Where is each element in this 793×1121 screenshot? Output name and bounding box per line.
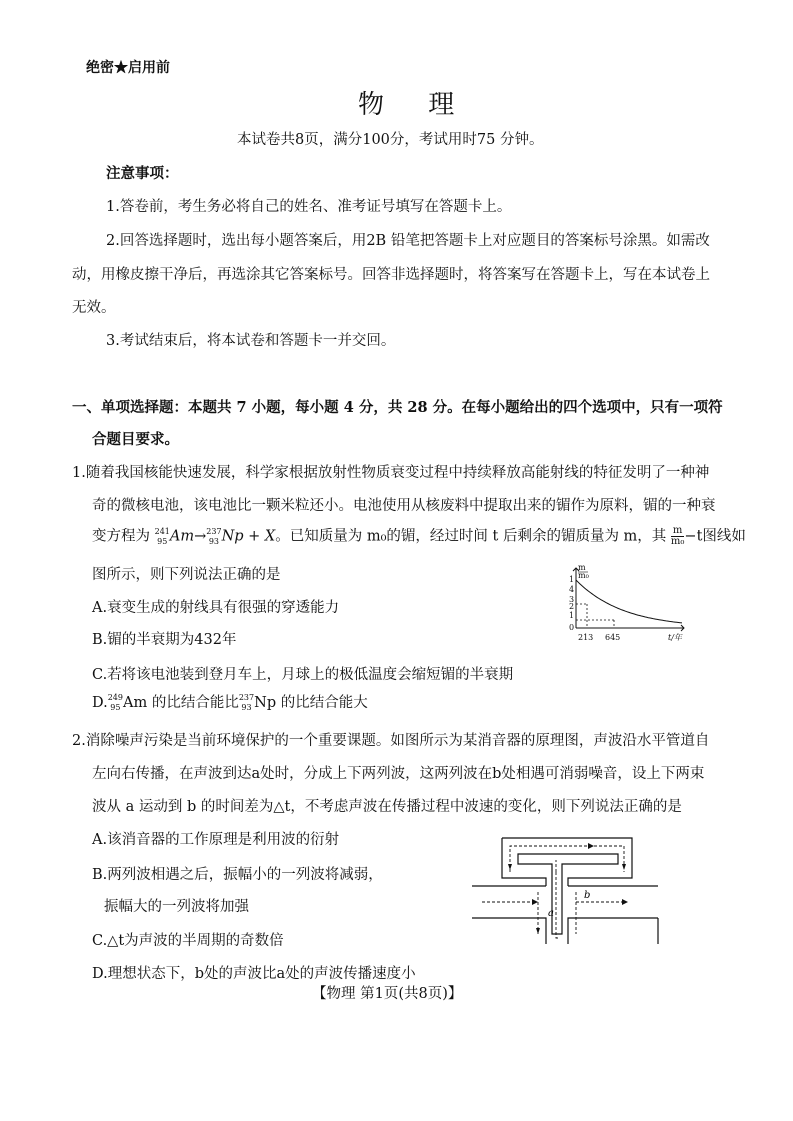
pipe-bottom-left [472,918,546,944]
q1-line-2: 奇的微核电池，该电池比一颗米粒还小。电池使用从核废料中提取出来的镅作为原料，镅的一种衰 [92,498,716,514]
notice-item-2-line-3: 无效。 [72,300,116,316]
y-tick-1b: 1 [569,611,575,620]
exam-intro: 本试卷共8页，满分100分，考试用时75 分钟。 [237,132,544,148]
label-b: b [584,890,591,901]
upper-outer-left [502,838,546,886]
label-a: a [548,908,554,919]
q2-option-b-line-1: B.两列波相遇之后，振幅小的一列波将减弱， [92,867,383,883]
upper-wave-path [510,846,624,872]
y-tick-1a: 1 [569,575,575,584]
page-footer: 【物理 第1页(共8页)】 [312,986,463,1002]
x-tick-213: 213 [578,633,594,642]
q1-line-1: 1.随着我国核能快速发展，科学家根据放射性物质衰变过程中持续释放高能射线的特征发明了一种神 [72,465,710,481]
y-tick-4: 4 [569,585,575,594]
q1-option-d: D. 249 95 Am 的比结合能比 237 93 Np 的比结合能大 [92,693,368,712]
q2-option-c: C.△t为声波的半周期的奇数倍 [92,933,284,949]
notice-item-2-line-1: 2.回答选择题时，选出每小题答案后，用2B 铅笔把答题卡上对应题目的答案标号涂黑。如需改 [106,233,710,249]
x-tick-645: 645 [605,633,621,642]
q1-line-4: 图所示，则下列说法正确的是 [92,567,281,583]
q2-line-2: 左向右传播，在声波到达a处时，分成上下两列波，这两列波在b处相遇可消弱噪音，设上下两束 [92,766,705,782]
q1-option-b: B.镅的半衰期为432年 [92,632,237,648]
muffler-diagram [472,834,664,946]
notice-item-3: 3.考试结束后，将本试卷和答题卡一并交回。 [106,333,396,349]
upper-outer-right [502,838,632,886]
lower-wave-path [556,872,560,938]
x-axis-label: t/年 [668,633,682,642]
decay-curve-chart [560,562,690,644]
y-axis-label-den: m₀ [578,571,589,580]
page-title: 物 理 [358,90,473,120]
q1-option-c: C.若将该电池装到登月车上，月球上的极低温度会缩短镅的半衰期 [92,667,514,683]
q1-option-a: A.衰变生成的射线具有很强的穿透能力 [92,600,340,616]
q2-line-3: 波从 a 运动到 b 的时间差为△t，不考虑声波在传播过程中波速的变化，则下列说法正确的是 [92,799,682,815]
q2-option-a: A.该消音器的工作原理是利用波的衍射 [92,832,340,848]
y-axis-label-num: m [578,563,586,572]
confidential-mark: 绝密★启用前 [86,60,170,76]
q2-line-1: 2.消除噪声污染是当前环境保护的一个重要课题。如图所示为某消音器的原理图，声波沿水平管道自 [72,733,710,749]
notice-heading: 注意事项： [106,165,179,182]
pipe-bottom-right [568,918,658,944]
notice-item-1: 1.答卷前，考生务必将自己的姓名、准考证号填写在答题卡上。 [106,199,512,215]
decay-curve-line [576,580,682,623]
section-heading-line-1: 一、单项选择题：本题共 7 小题，每小题 4 分，共 28 分。在每小题给出的四个选项中，只有一项符 [72,399,723,416]
q2-option-d: D.理想状态下，b处的声波比a处的声波传播速度小 [92,966,416,982]
section-heading-line-2: 合题目要求。 [92,431,179,448]
q1-line-3: 变方程为 241 95 Am→ 237 93 Np + X。已知质量为 m₀的镅，经过时间 t 后剩余的镅质量为 m，其 $\frac{m}{\text{m₀}}$ −t图线如 [92,525,746,547]
notice-item-2-line-2: 动，用橡皮擦干净后，再选涂其它答案标号。回答非选择题时，将答案写在答题卡上，写在本试卷上 [72,267,710,283]
q2-option-b-line-2: 振幅大的一列波将加强 [104,899,249,915]
y-tick-3: 3 [569,595,575,604]
y-tick-2: 2 [569,602,575,611]
y-tick-0: 0 [569,623,575,632]
